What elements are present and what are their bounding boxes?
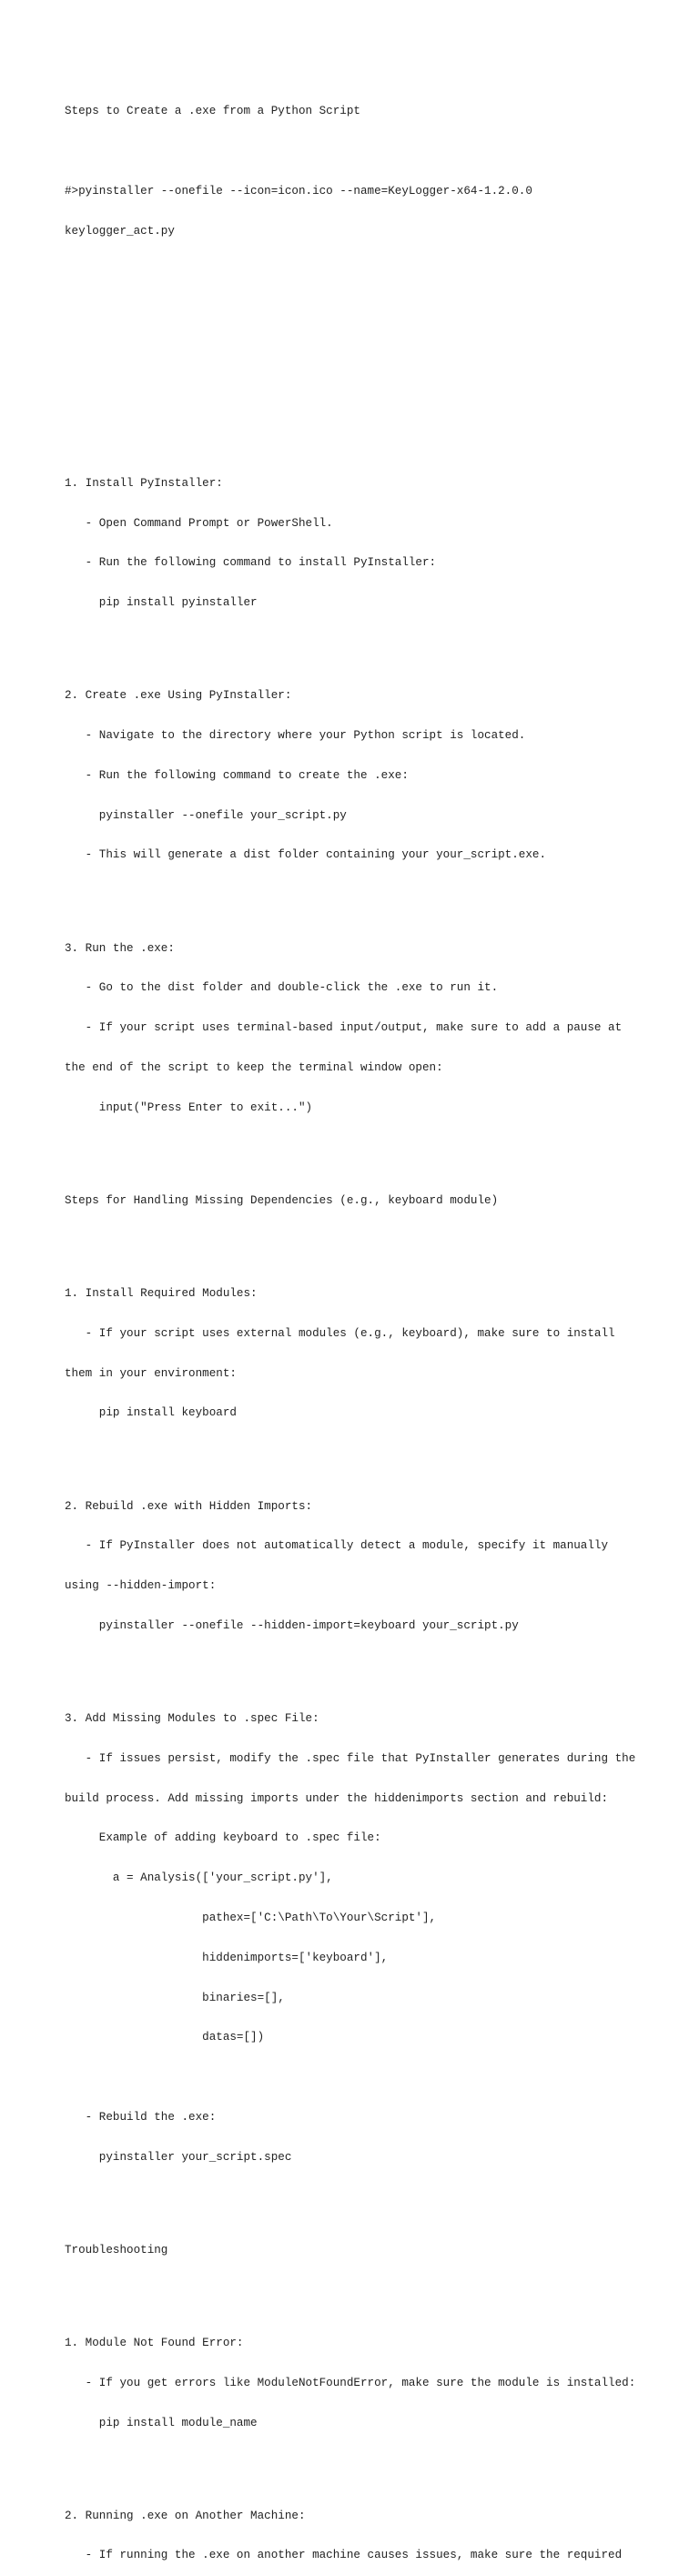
code-line: pip install keyboard (65, 1406, 237, 1420)
step-line: - If you get errors like ModuleNotFoundError, make sure the module is installed: (65, 2376, 636, 2389)
code-line: pyinstaller --onefile your_script.py (65, 808, 347, 822)
spacer (65, 1446, 647, 1460)
step-heading-spec-file: 3. Add Missing Modules to .spec File: (65, 1712, 319, 1726)
step-line: - Navigate to the directory where your Python script is located. (65, 729, 526, 743)
code-line: pip install module_name (65, 2416, 258, 2429)
command-line-continuation: keylogger_act.py (65, 224, 175, 238)
code-line: binaries=[], (65, 1991, 285, 2004)
step-heading-module-not-found: 1. Module Not Found Error: (65, 2336, 244, 2349)
code-line: pathex=['C:\Path\To\Your\Script'], (65, 1911, 437, 1924)
code-line: hiddenimports=['keyboard'], (65, 1951, 389, 1964)
spacer (65, 304, 647, 318)
step-line: - Open Command Prompt or PowerShell. (65, 516, 333, 530)
step-line: - Go to the dist folder and double-click the .exe to run it. (65, 981, 499, 995)
spacer (65, 264, 647, 278)
step-heading-another-machine: 2. Running .exe on Another Machine: (65, 2509, 306, 2522)
document-title: Steps to Create a .exe from a Python Script (65, 105, 360, 118)
step-line: - If PyInstaller does not automatically detect a module, specify it manually (65, 1539, 609, 1553)
code-line: pip install pyinstaller (65, 596, 258, 610)
step-line: them in your environment: (65, 1366, 237, 1380)
spacer (65, 423, 647, 437)
spacer (65, 636, 647, 650)
step-heading-install-pyinstaller: 1. Install PyInstaller: (65, 476, 223, 490)
document-page (65, 78, 647, 2576)
step-line: - Run the following command to create the .exe: (65, 768, 409, 782)
step-line: - If running the .exe on another machine causes issues, make sure the required (65, 2549, 623, 2562)
spacer (65, 2456, 647, 2470)
step-heading-run-exe: 3. Run the .exe: (65, 941, 175, 955)
spacer (65, 344, 647, 358)
spacer (65, 384, 647, 398)
step-line: - Rebuild the .exe: (65, 2110, 217, 2124)
step-line: Example of adding keyboard to .spec file: (65, 1831, 381, 1845)
step-line: - Run the following command to install PyInstaller: (65, 556, 437, 570)
step-line: - If your script uses terminal-based input/output, make sure to add a pause at (65, 1021, 623, 1035)
code-line: datas=[]) (65, 2031, 265, 2044)
step-heading-create-exe: 2. Create .exe Using PyInstaller: (65, 689, 292, 703)
spacer (65, 888, 647, 902)
code-line: input("Press Enter to exit...") (65, 1100, 313, 1114)
section-heading-troubleshooting: Troubleshooting (65, 2243, 168, 2257)
code-line: pyinstaller your_script.spec (65, 2150, 292, 2164)
section-heading-dependencies: Steps for Handling Missing Dependencies (e.g., keyboard module) (65, 1193, 499, 1207)
command-line: #>pyinstaller --onefile --icon=icon.ico --name=KeyLogger-x64-1.2.0.0 (65, 184, 532, 198)
spacer (65, 2071, 647, 2084)
step-heading-hidden-imports: 2. Rebuild .exe with Hidden Imports: (65, 1499, 313, 1513)
step-line: - If issues persist, modify the .spec file that PyInstaller generates during the (65, 1751, 636, 1765)
spacer (65, 145, 647, 158)
step-line: the end of the script to keep the terminal window open: (65, 1060, 443, 1074)
step-heading-install-modules: 1. Install Required Modules: (65, 1287, 258, 1301)
step-line: using --hidden-import: (65, 1579, 217, 1593)
step-line: - If your script uses external modules (e.g., keyboard), make sure to install (65, 1326, 615, 1340)
spacer (65, 1141, 647, 1155)
spacer (65, 1659, 647, 1673)
spacer (65, 2190, 647, 2204)
spacer (65, 1234, 647, 1248)
step-line: - This will generate a dist folder containing your your_script.exe. (65, 848, 547, 862)
step-line: build process. Add missing imports under the hiddenimports section and rebuild: (65, 1791, 609, 1805)
code-line: a = Analysis(['your_script.py'], (65, 1871, 333, 1885)
spacer (65, 2284, 647, 2297)
code-line: pyinstaller --onefile --hidden-import=keyboard your_script.py (65, 1618, 519, 1632)
